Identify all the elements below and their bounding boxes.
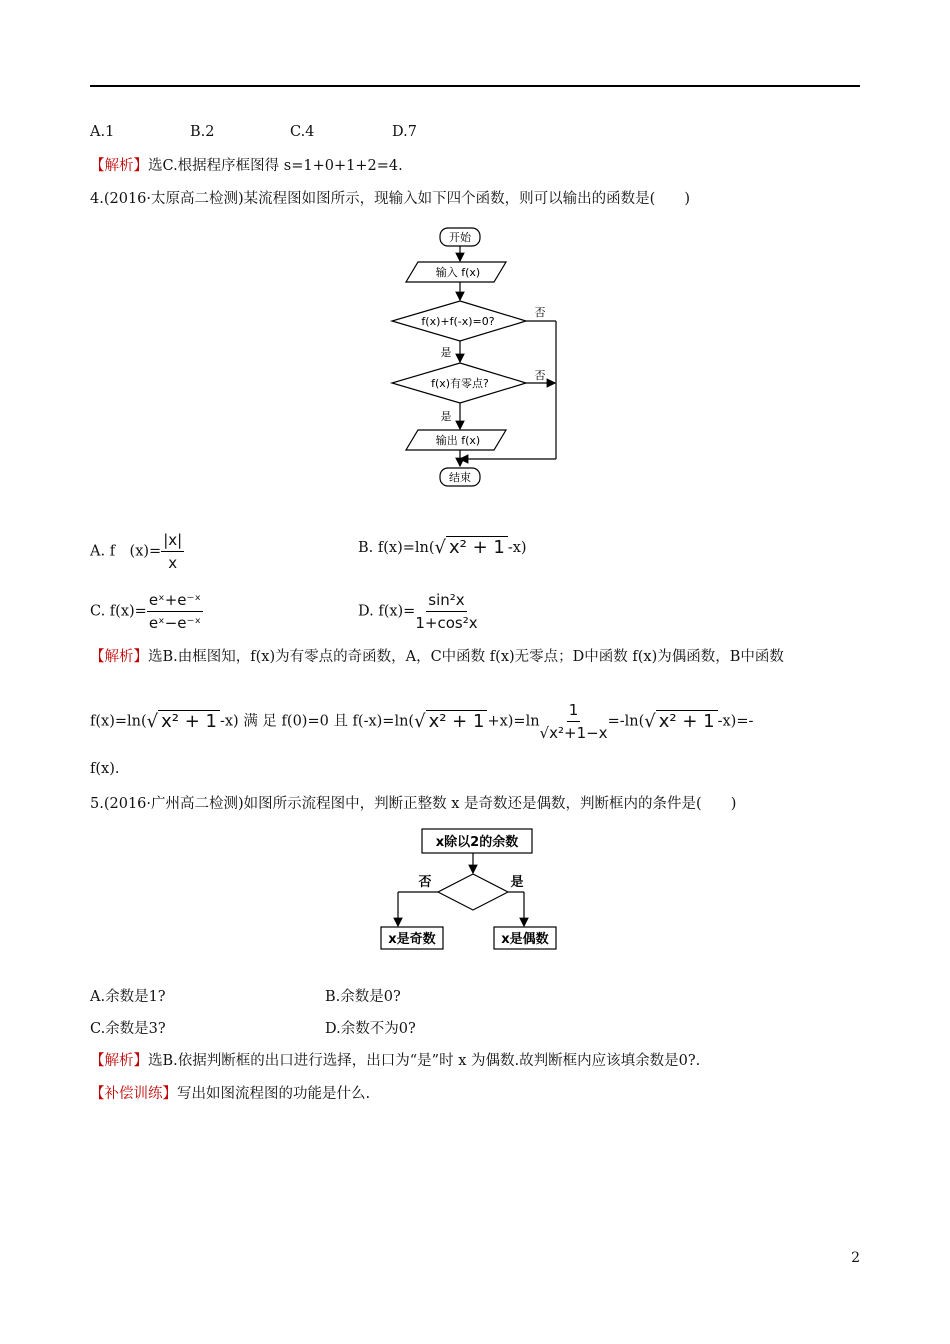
option-a-fraction — [161, 530, 184, 573]
flow-cond1-label: f(x)+f(-x)=0? — [421, 315, 495, 328]
analysis-seg: -x) 满 足 f(0)=0 且 f(-x)=ln( — [219, 713, 415, 730]
q3-option-d: D.7 — [392, 124, 417, 140]
decision-node — [438, 874, 508, 910]
page-number: 2 — [851, 1250, 860, 1266]
q4-option-d — [358, 590, 478, 633]
option-b-prefix: B. f(x)=ln( — [358, 540, 435, 556]
option-d-prefix: D. f(x)= — [358, 603, 416, 620]
q5-option-b: B.余数是0? — [325, 989, 401, 1005]
remainder-label: x除以2的余数 — [435, 835, 519, 850]
analysis-text: 选C.根据程序框图得 s=1+0+1+2=4. — [148, 158, 403, 174]
q4-option-b — [358, 538, 527, 558]
analysis-seg: -x)=- — [717, 713, 754, 730]
extra-tag: 【补偿训练】 — [90, 1086, 177, 1102]
flow-cond2-label: f(x)有零点? — [431, 377, 489, 390]
option-d-fraction — [415, 590, 477, 633]
radicand: x² + 1 — [656, 710, 718, 732]
analysis-seg: f(x)=ln( — [90, 713, 147, 730]
q4-option-c — [90, 590, 203, 633]
radicand: x² + 1 — [446, 536, 508, 558]
flow-input-label: 输入 f(x) — [435, 266, 481, 279]
frac-den: x — [168, 554, 178, 572]
frac-den: eˣ−e⁻ˣ — [148, 614, 202, 632]
q4-stem: 4.(2016·太原高二检测)某流程图如图所示，现输入如下四个函数，则可以输出的函数是( ) — [90, 191, 690, 207]
no-label: 否 — [418, 875, 432, 890]
q4-analysis-line1 — [90, 647, 784, 667]
q3-analysis — [90, 156, 403, 176]
radicand: x² + 1 — [426, 710, 488, 732]
flow-yes-1: 是 — [440, 346, 452, 359]
frac-den: √x²+1−x — [539, 724, 608, 742]
q4-analysis-line2 — [90, 700, 753, 743]
option-c-prefix: C. f(x)= — [90, 603, 147, 620]
frac-num: sin²x — [426, 590, 466, 612]
even-label: x是偶数 — [501, 932, 549, 947]
odd-label: x是奇数 — [388, 932, 436, 947]
analysis-text: 选B.依据判断框的出口进行选择，出口为“是”时 x 为偶数.故判断框内应该填余数是0?. — [148, 1053, 701, 1069]
flow-end-label: 结束 — [449, 471, 471, 484]
q4-analysis-line3: f(x). — [90, 761, 120, 777]
header-rule — [90, 85, 860, 87]
analysis-fraction — [540, 700, 608, 743]
extra-training — [90, 1084, 370, 1104]
q3-option-b: B.2 — [190, 124, 215, 140]
frac-num: 1 — [567, 700, 581, 722]
flow-no-2: 否 — [534, 369, 546, 382]
option-b-suffix: -x) — [507, 540, 527, 556]
q5-option-a: A.余数是1? — [90, 989, 166, 1005]
flow-output-label: 输出 f(x) — [435, 434, 481, 447]
frac-den: 1+cos²x — [415, 614, 478, 632]
analysis-text: 选B.由框图知，f(x)为有零点的奇函数，A，C中函数 f(x)无零点；D中函数 f(x)为偶函数，B中函数 — [148, 649, 784, 665]
analysis-tag: 【解析】 — [90, 158, 148, 174]
yes-label: 是 — [510, 875, 524, 890]
radicand: x² + 1 — [158, 710, 220, 732]
q4-option-a — [90, 530, 184, 573]
sqrt-expression: √ x² + 1 — [147, 712, 220, 732]
sqrt-expression: √ x² + 1 — [644, 712, 717, 732]
option-c-fraction — [147, 590, 203, 633]
flow-start-label: 开始 — [449, 231, 471, 244]
sqrt-expression: √ x² + 1 — [414, 712, 487, 732]
q5-flowchart — [376, 825, 566, 953]
sqrt-expression: √ x² + 1 — [435, 538, 508, 558]
flow-no-1: 否 — [534, 306, 546, 319]
frac-num: |x| — [161, 530, 184, 552]
q3-option-a: A.1 — [90, 124, 115, 140]
q5-analysis — [90, 1051, 700, 1071]
option-a-prefix: A. f (x)= — [90, 543, 162, 560]
analysis-tag: 【解析】 — [90, 1053, 148, 1069]
flow-yes-2: 是 — [440, 410, 452, 423]
q5-option-d: D.余数不为0? — [325, 1021, 416, 1037]
q4-flowchart — [380, 222, 580, 492]
analysis-tag: 【解析】 — [90, 649, 148, 665]
frac-num: eˣ+e⁻ˣ — [147, 590, 203, 612]
analysis-seg: +x)=ln — [487, 713, 540, 730]
extra-text: 写出如图流程图的功能是什么. — [177, 1086, 371, 1102]
analysis-seg: =-ln( — [607, 713, 645, 730]
q3-option-c: C.4 — [290, 124, 315, 140]
q5-option-c: C.余数是3? — [90, 1021, 166, 1037]
q5-stem: 5.(2016·广州高二检测)如图所示流程图中，判断正整数 x 是奇数还是偶数，判断框内的条件是( ) — [90, 796, 737, 812]
